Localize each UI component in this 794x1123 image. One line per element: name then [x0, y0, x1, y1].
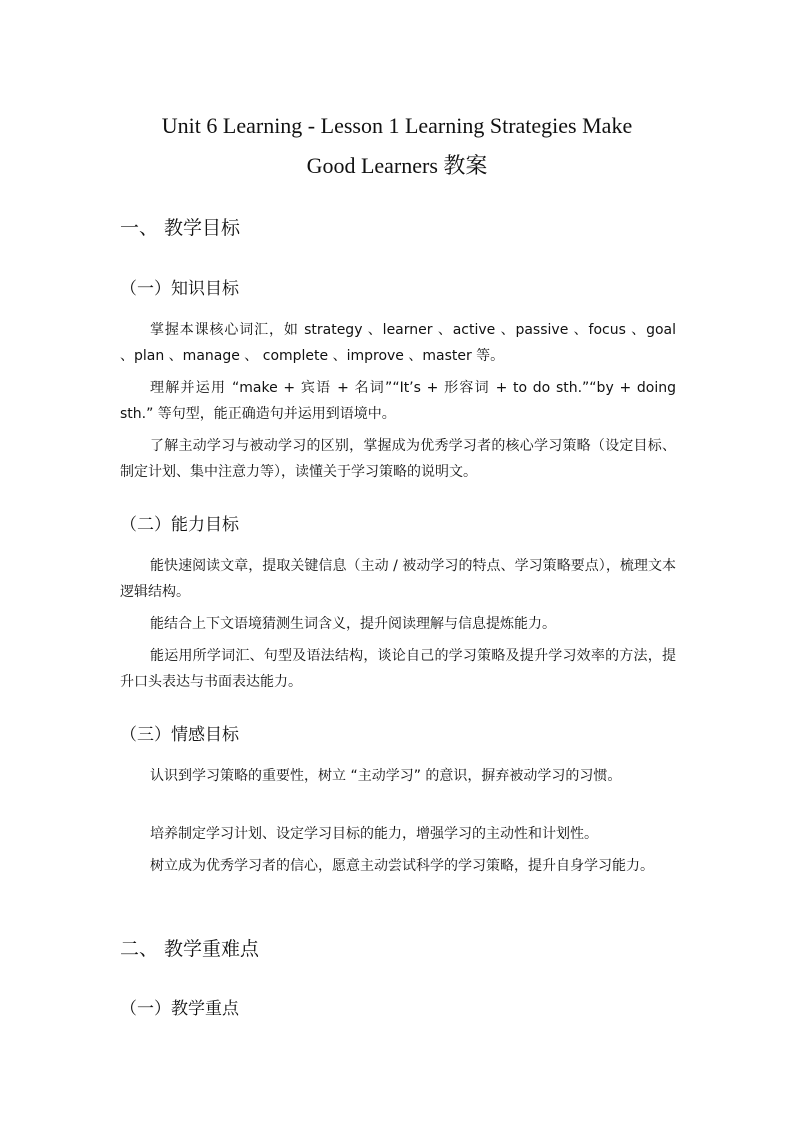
paragraph-ability-2: 能结合上下文语境猜测生词含义，提升阅读理解与信息提炼能力。 — [150, 616, 556, 632]
subsection-heading-teaching-focus: （一）教学重点 — [120, 999, 239, 1019]
paragraph-emotion-1: 认识到学习策略的重要性，树立 “主动学习” 的意识，摒弃被动学习的习惯。 — [150, 768, 622, 784]
section-heading-key-difficult-points: 二、 教学重难点 — [120, 938, 260, 960]
subsection-heading-emotion: （三）情感目标 — [120, 725, 239, 745]
subsection-heading-knowledge: （一）知识目标 — [120, 279, 239, 299]
paragraph-emotion-2: 培养制定学习计划、设定学习目标的能力，增强学习的主动性和计划性。 — [150, 826, 598, 842]
paragraph-ability-3: 能运用所学词汇、句型及语法结构，谈论自己的学习策略及提升学习效率的方法，提升口头表达与书面表达能力。 — [120, 648, 676, 690]
paragraph-knowledge-3: 了解主动学习与被动学习的区别，掌握成为优秀学习者的核心学习策略（设定目标、制定计划、集中注意力等），读懂关于学习策略的说明文。 — [120, 438, 676, 480]
document-title-line-1: Unit 6 Learning - Lesson 1 Learning Strategies Make — [161, 113, 633, 138]
subsection-heading-ability: （二）能力目标 — [120, 515, 239, 535]
paragraph-knowledge-1: 掌握本课核心词汇，如 strategy 、learner 、active 、passive 、focus 、goal 、plan 、manage 、 complete 、improve 、master 等。 — [120, 322, 676, 364]
paragraph-knowledge-2: 理解并运用 “make + 宾语 + 名词”“It’s + 形容词 + to do sth.”“by + doing sth.” 等句型，能正确造句并运用到语境中。 — [120, 380, 676, 422]
document-title-line-2: Good Learners 教案 — [306, 153, 488, 178]
paragraph-ability-1: 能快速阅读文章，提取关键信息（主动 / 被动学习的特点、学习策略要点），梳理文本逻辑结构。 — [120, 558, 676, 600]
section-heading-teaching-objectives: 一、 教学目标 — [120, 217, 241, 239]
paragraph-emotion-3: 树立成为优秀学习者的信心，愿意主动尝试科学的学习策略，提升自身学习能力。 — [150, 858, 654, 874]
